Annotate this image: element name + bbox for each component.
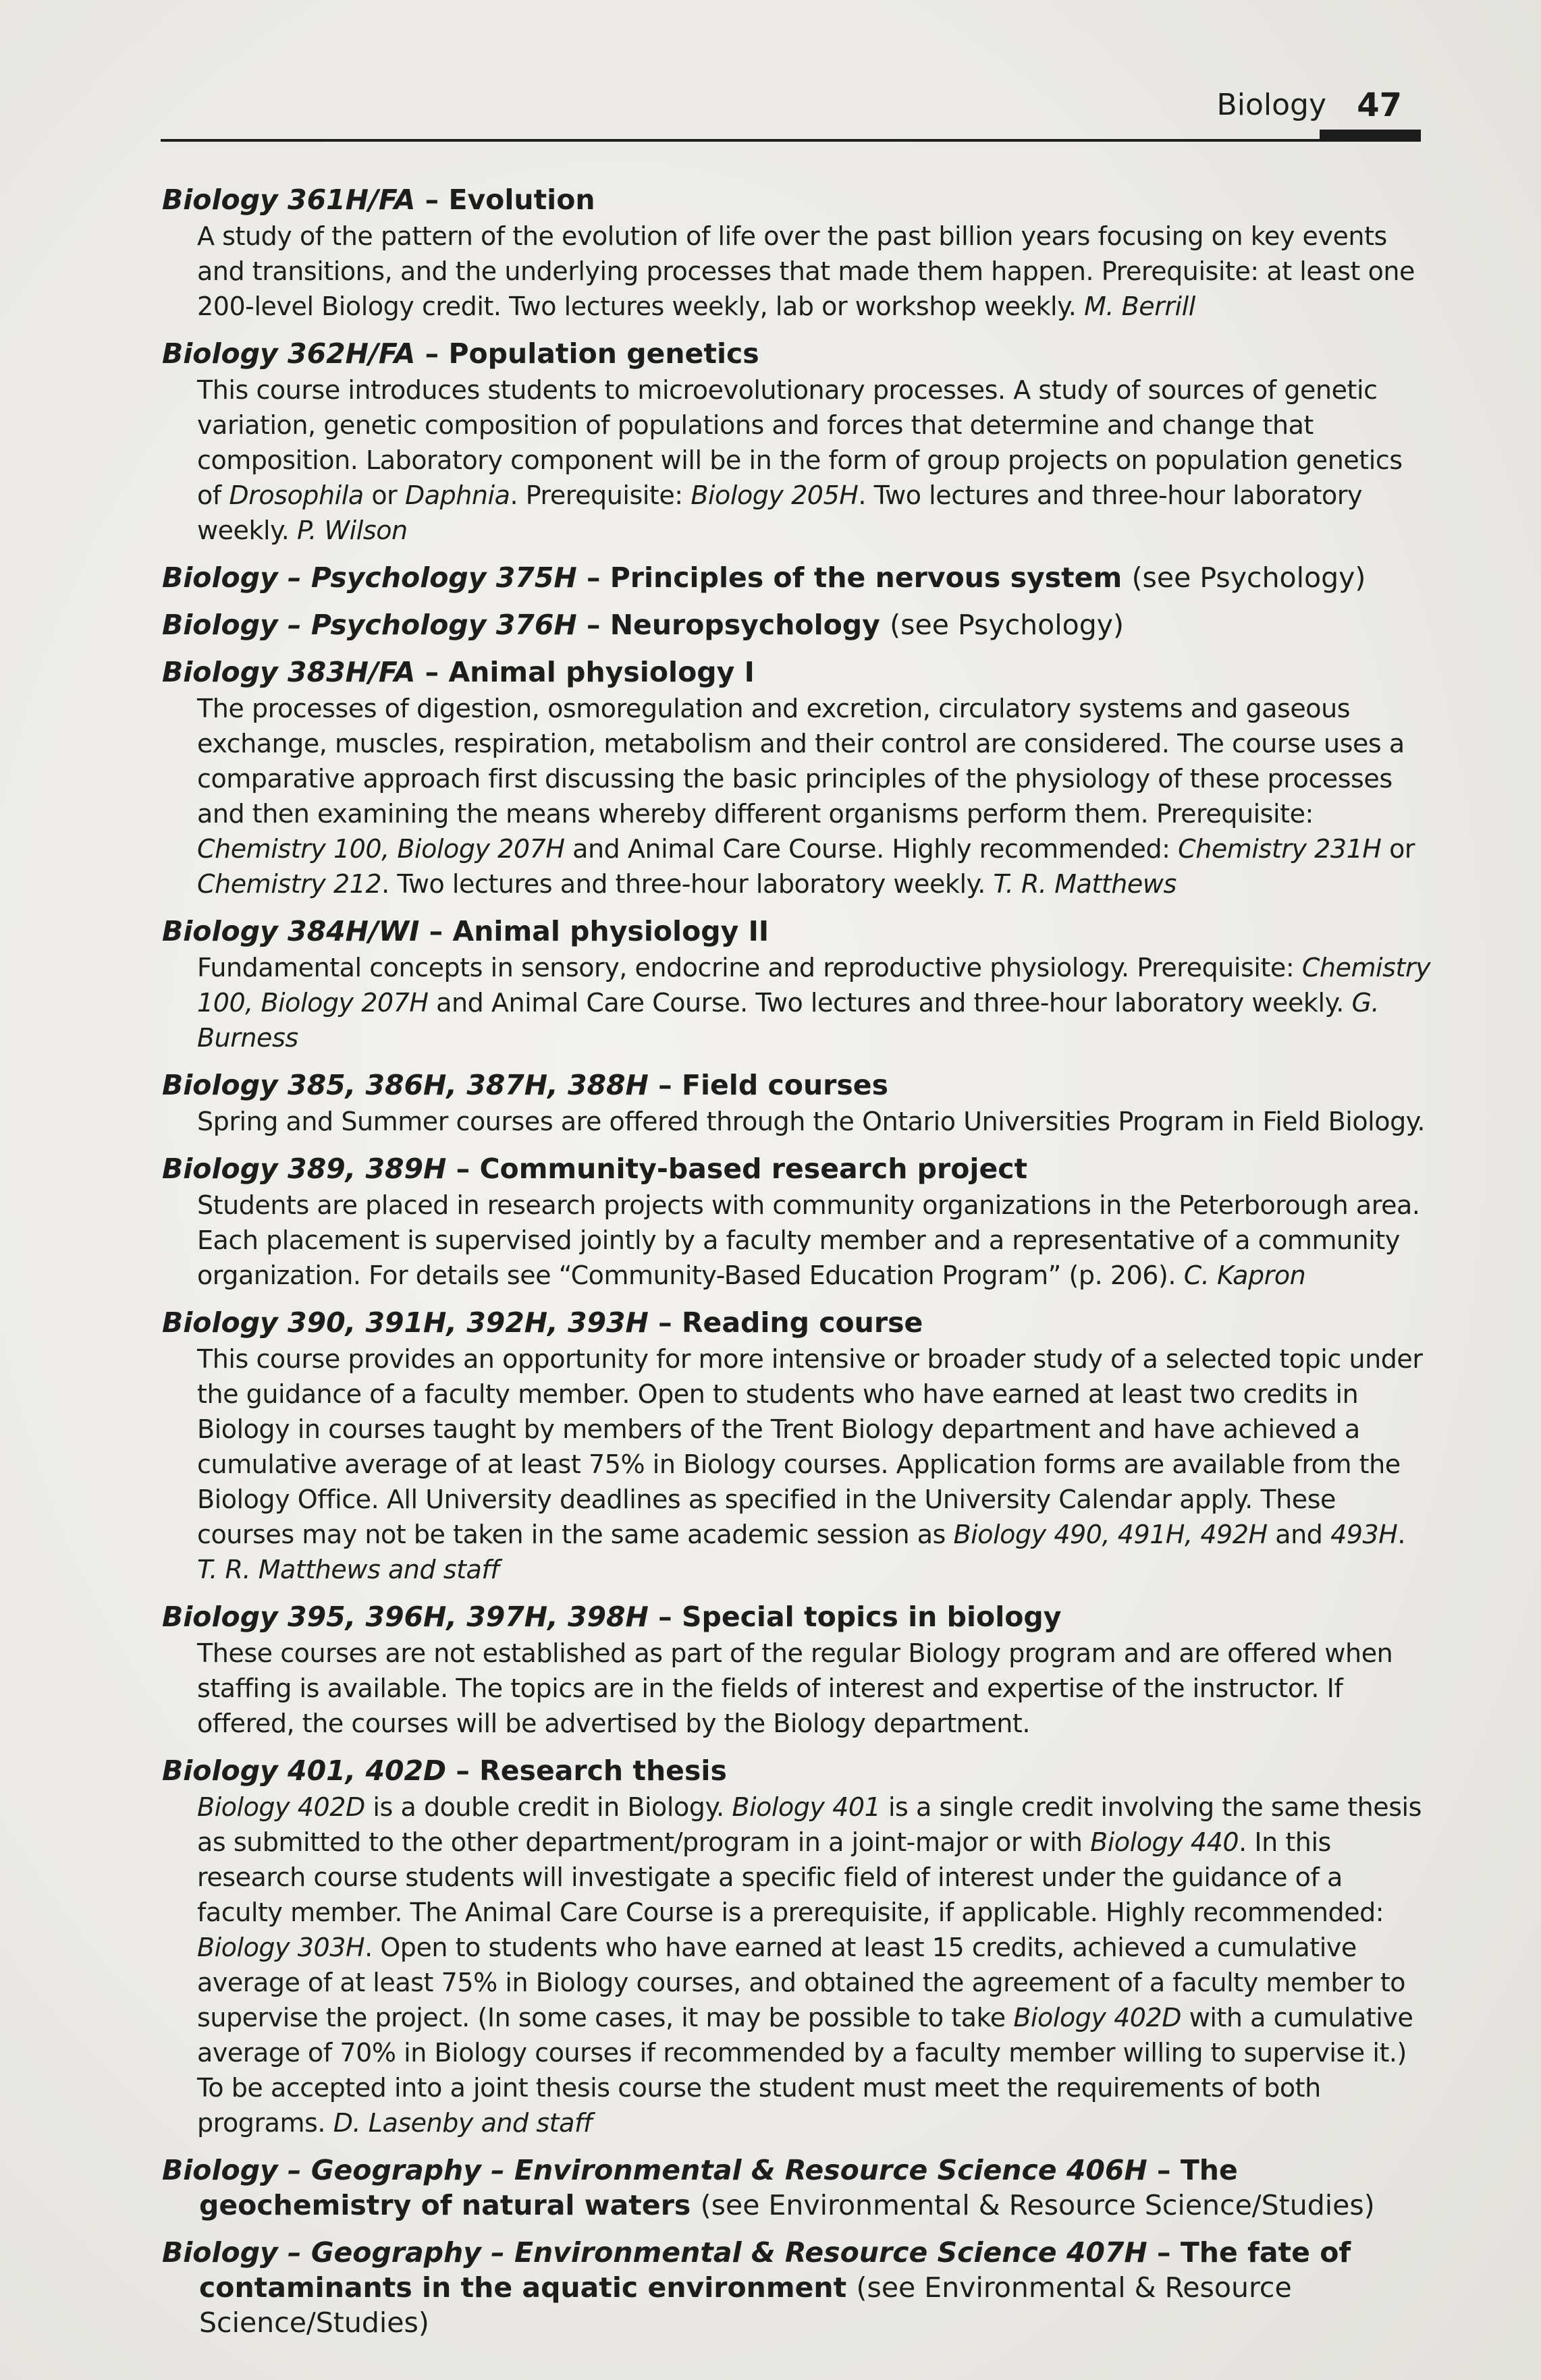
description-italic: Drosophila (229, 480, 364, 510)
course-name: Animal physiology II (452, 915, 769, 947)
course-title: Biology – Psychology 375H – Principles of the nervous system (see Psychology) (162, 561, 1366, 594)
description-text: . Prerequisite: (510, 480, 683, 510)
course-name: Neuropsychology (610, 609, 880, 641)
course-name: Field courses (681, 1069, 888, 1101)
course-name: Reading course (681, 1306, 923, 1339)
course-description (197, 950, 1431, 1055)
course-entry (162, 655, 1431, 902)
description-italic: Biology 205H (691, 480, 859, 510)
course-entry (162, 1305, 1431, 1587)
description-text: This course introduces students to microevolutionary processes. A study of sources of genetic variation, genetic composition of populations and forces that determine and change that composition. Laboratory component will be in the form of group projects on population genetics of (197, 375, 1403, 510)
course-entry (162, 2153, 1431, 2223)
course-name: Principles of the nervous system (610, 561, 1123, 594)
course-description (197, 1790, 1431, 2140)
course-description (197, 219, 1431, 324)
course-code: Biology 395, 396H, 397H, 398H (162, 1601, 649, 1633)
course-entry (162, 914, 1431, 1055)
course-code: Biology 385, 386H, 387H, 388H (162, 1069, 649, 1101)
course-instructor: C. Kapron (1183, 1261, 1306, 1290)
description-text: and (1275, 1520, 1323, 1549)
description-text: Students are placed in research projects with community organizations in the Peterborough area. Each placement is supervised jointly by a faculty member and a representative of a community organization. For details see “Community-Based Education Program” (p. 206). (197, 1190, 1420, 1290)
page-header (161, 81, 1421, 142)
header-tab-marker (1320, 130, 1421, 142)
course-code: Biology 362H/FA (162, 337, 416, 370)
course-name: The geochemistry of natural waters (199, 2154, 1238, 2221)
description-text: . Open to students who have earned at least 15 credits, achieved a cumulative average of at least 75% in Biology courses, and obtained the agreement of a faculty member to supervise the project. (In some cases, it may be possible to take (197, 1933, 1406, 2032)
description-text: with a cumulative average of 70% in Biology courses if recommended by a faculty member willing to supervise it.) To be accepted into a joint thesis course the student must meet the requirements of both programs. (197, 2003, 1413, 2138)
course-entry (162, 336, 1431, 548)
course-code: Biology 383H/FA (162, 656, 416, 688)
course-name: The fate of contaminants in the aquatic environment (199, 2236, 1351, 2304)
description-text: is a double credit in Biology. (373, 1792, 724, 1822)
course-description (197, 1341, 1431, 1587)
course-title: Biology 395, 396H, 397H, 398H – Special topics in biology (162, 1601, 1062, 1633)
course-description (197, 1104, 1431, 1139)
course-see-reference: (see Environmental & Resource Science/Studies) (199, 2271, 1292, 2339)
description-text: A study of the pattern of the evolution of life over the past billion years focusing on key events and transitions, and the underlying processes that made them happen. Prerequisite: at least one 200-level Biology credit. Two lectures weekly, lab or workshop weekly. (197, 221, 1415, 321)
course-list (162, 182, 1431, 2352)
header-rule (161, 139, 1421, 142)
description-text: is a single credit involving the same thesis as submitted to the other department/program in a joint-major or with (197, 1792, 1422, 1857)
description-italic: Chemistry 100, Biology 207H (197, 834, 565, 864)
description-italic: Biology 490, 491H, 492H (953, 1520, 1268, 1549)
description-text: Spring and Summer courses are offered through the Ontario Universities Program in Field Biology. (197, 1107, 1425, 1136)
description-italic: Biology 402D (197, 1792, 365, 1822)
course-title: Biology 362H/FA – Population genetics (162, 337, 759, 370)
course-description (197, 1188, 1431, 1293)
description-italic: Chemistry 100, Biology 207H (197, 953, 1431, 1018)
page-number: 47 (1357, 86, 1402, 124)
course-code: Biology – Geography – Environmental & Resource Science 407H (162, 2236, 1147, 2269)
course-title: Biology 385, 386H, 387H, 388H – Field courses (162, 1069, 888, 1101)
course-entry (162, 182, 1431, 324)
course-name: Community-based research project (479, 1153, 1028, 1185)
course-title: Biology – Psychology 376H – Neuropsychology (see Psychology) (162, 609, 1124, 641)
course-entry (162, 560, 1431, 595)
course-see-reference: (see Environmental & Resource Science/Studies) (700, 2189, 1375, 2221)
description-italic: Chemistry 212 (197, 869, 382, 899)
course-see-reference: (see Psychology) (890, 609, 1124, 641)
description-text: The processes of digestion, osmoregulation and excretion, circulatory systems and gaseous exchange, muscles, respiration, metabolism and their control are considered. The course uses a comparative approach first discussing the basic principles of the physiology of these processes and then examining the means whereby different organisms perform them. Prerequisite: (197, 694, 1405, 829)
course-entry (162, 1599, 1431, 1741)
description-italic: Biology 401 (732, 1792, 881, 1822)
course-instructor: D. Lasenby and staff (333, 2108, 592, 2138)
description-text: Fundamental concepts in sensory, endocrine and reproductive physiology. Prerequisite: (197, 953, 1295, 983)
course-instructor: T. R. Matthews (993, 869, 1177, 899)
course-title: Biology 383H/FA – Animal physiology I (162, 656, 755, 688)
course-title: Biology – Geography – Environmental & Resource Science 406H – The geochemistry of natural waters (see Environmental & Resource Science/Studies) (162, 2154, 1375, 2221)
course-code: Biology – Psychology 375H (162, 561, 577, 594)
course-code: Biology 390, 391H, 392H, 393H (162, 1306, 649, 1339)
description-italic: Daphnia (404, 480, 510, 510)
course-code: Biology 389, 389H (162, 1153, 447, 1185)
course-see-reference: (see Psychology) (1131, 561, 1366, 594)
description-italic: 493H (1330, 1520, 1398, 1549)
course-title: Biology – Geography – Environmental & Resource Science 407H – The fate of contaminants in the aquatic environment (see Environmental & Resource Science/Studies) (162, 2236, 1351, 2339)
course-title: Biology 389, 389H – Community-based research project (162, 1153, 1028, 1185)
description-italic: Biology 303H (197, 1933, 365, 1962)
course-name: Evolution (448, 184, 595, 216)
course-description (197, 1636, 1431, 1741)
course-name: Animal physiology I (448, 656, 755, 688)
description-text: or (1389, 834, 1415, 864)
course-entry (162, 1753, 1431, 2140)
course-code: Biology – Geography – Environmental & Resource Science 406H (162, 2154, 1147, 2186)
course-name: Special topics in biology (681, 1601, 1062, 1633)
course-entry (162, 1068, 1431, 1139)
description-text: and Animal Care Course. Highly recommended: (572, 834, 1170, 864)
description-text: . Two lectures and three-hour laboratory weekly. (381, 869, 985, 899)
course-code: Biology 401, 402D (162, 1754, 447, 1787)
course-name: Population genetics (448, 337, 759, 370)
description-italic: Biology 440 (1090, 1827, 1239, 1857)
section-title: Biology (1216, 88, 1326, 122)
course-description (197, 372, 1431, 548)
course-instructor: M. Berrill (1084, 292, 1195, 321)
course-entry (162, 1151, 1431, 1293)
course-title: Biology 361H/FA – Evolution (162, 184, 595, 216)
course-title: Biology 401, 402D – Research thesis (162, 1754, 727, 1787)
course-instructor: P. Wilson (297, 516, 408, 545)
description-text: . In this research course students will investigate a specific field of interest under the guidance of a faculty member. The Animal Care Course is a prerequisite, if applicable. Highly recommended: (197, 1827, 1384, 1927)
course-code: Biology 361H/FA (162, 184, 416, 216)
course-description (197, 691, 1431, 902)
course-instructor: T. R. Matthews and staff (197, 1555, 499, 1584)
description-text: This course provides an opportunity for more intensive or broader study of a selected topic under the guidance of a faculty member. Open to students who have earned at least two credits in Biology in courses taught by members of the Trent Biology department and have achieved a cumulative average of at least 75% in Biology courses. Application forms are available from the Biology Office. All University deadlines as specified in the University Calendar apply. These courses may not be taken in the same academic session as (197, 1344, 1423, 1549)
course-instructor: G. Burness (197, 988, 1380, 1053)
course-code: Biology – Psychology 376H (162, 609, 577, 641)
description-text: or (371, 480, 398, 510)
description-text: . (1397, 1520, 1406, 1549)
description-italic: Chemistry 231H (1178, 834, 1382, 864)
description-italic: Biology 402D (1013, 2003, 1182, 2032)
course-entry (162, 607, 1431, 642)
description-text: . Two lectures and three-hour laboratory weekly. (197, 480, 1363, 545)
course-title: Biology 390, 391H, 392H, 393H – Reading course (162, 1306, 923, 1339)
course-entry (162, 2235, 1431, 2340)
course-title: Biology 384H/WI – Animal physiology II (162, 915, 769, 947)
description-text: These courses are not established as part of the regular Biology program and are offered when staffing is available. The topics are in the fields of interest and expertise of the instructor. If offered, the courses will be advertised by the Biology department. (197, 1638, 1393, 1738)
description-text: and Animal Care Course. Two lectures and three-hour laboratory weekly. (436, 988, 1344, 1018)
course-name: Research thesis (479, 1754, 727, 1787)
course-code: Biology 384H/WI (162, 915, 420, 947)
